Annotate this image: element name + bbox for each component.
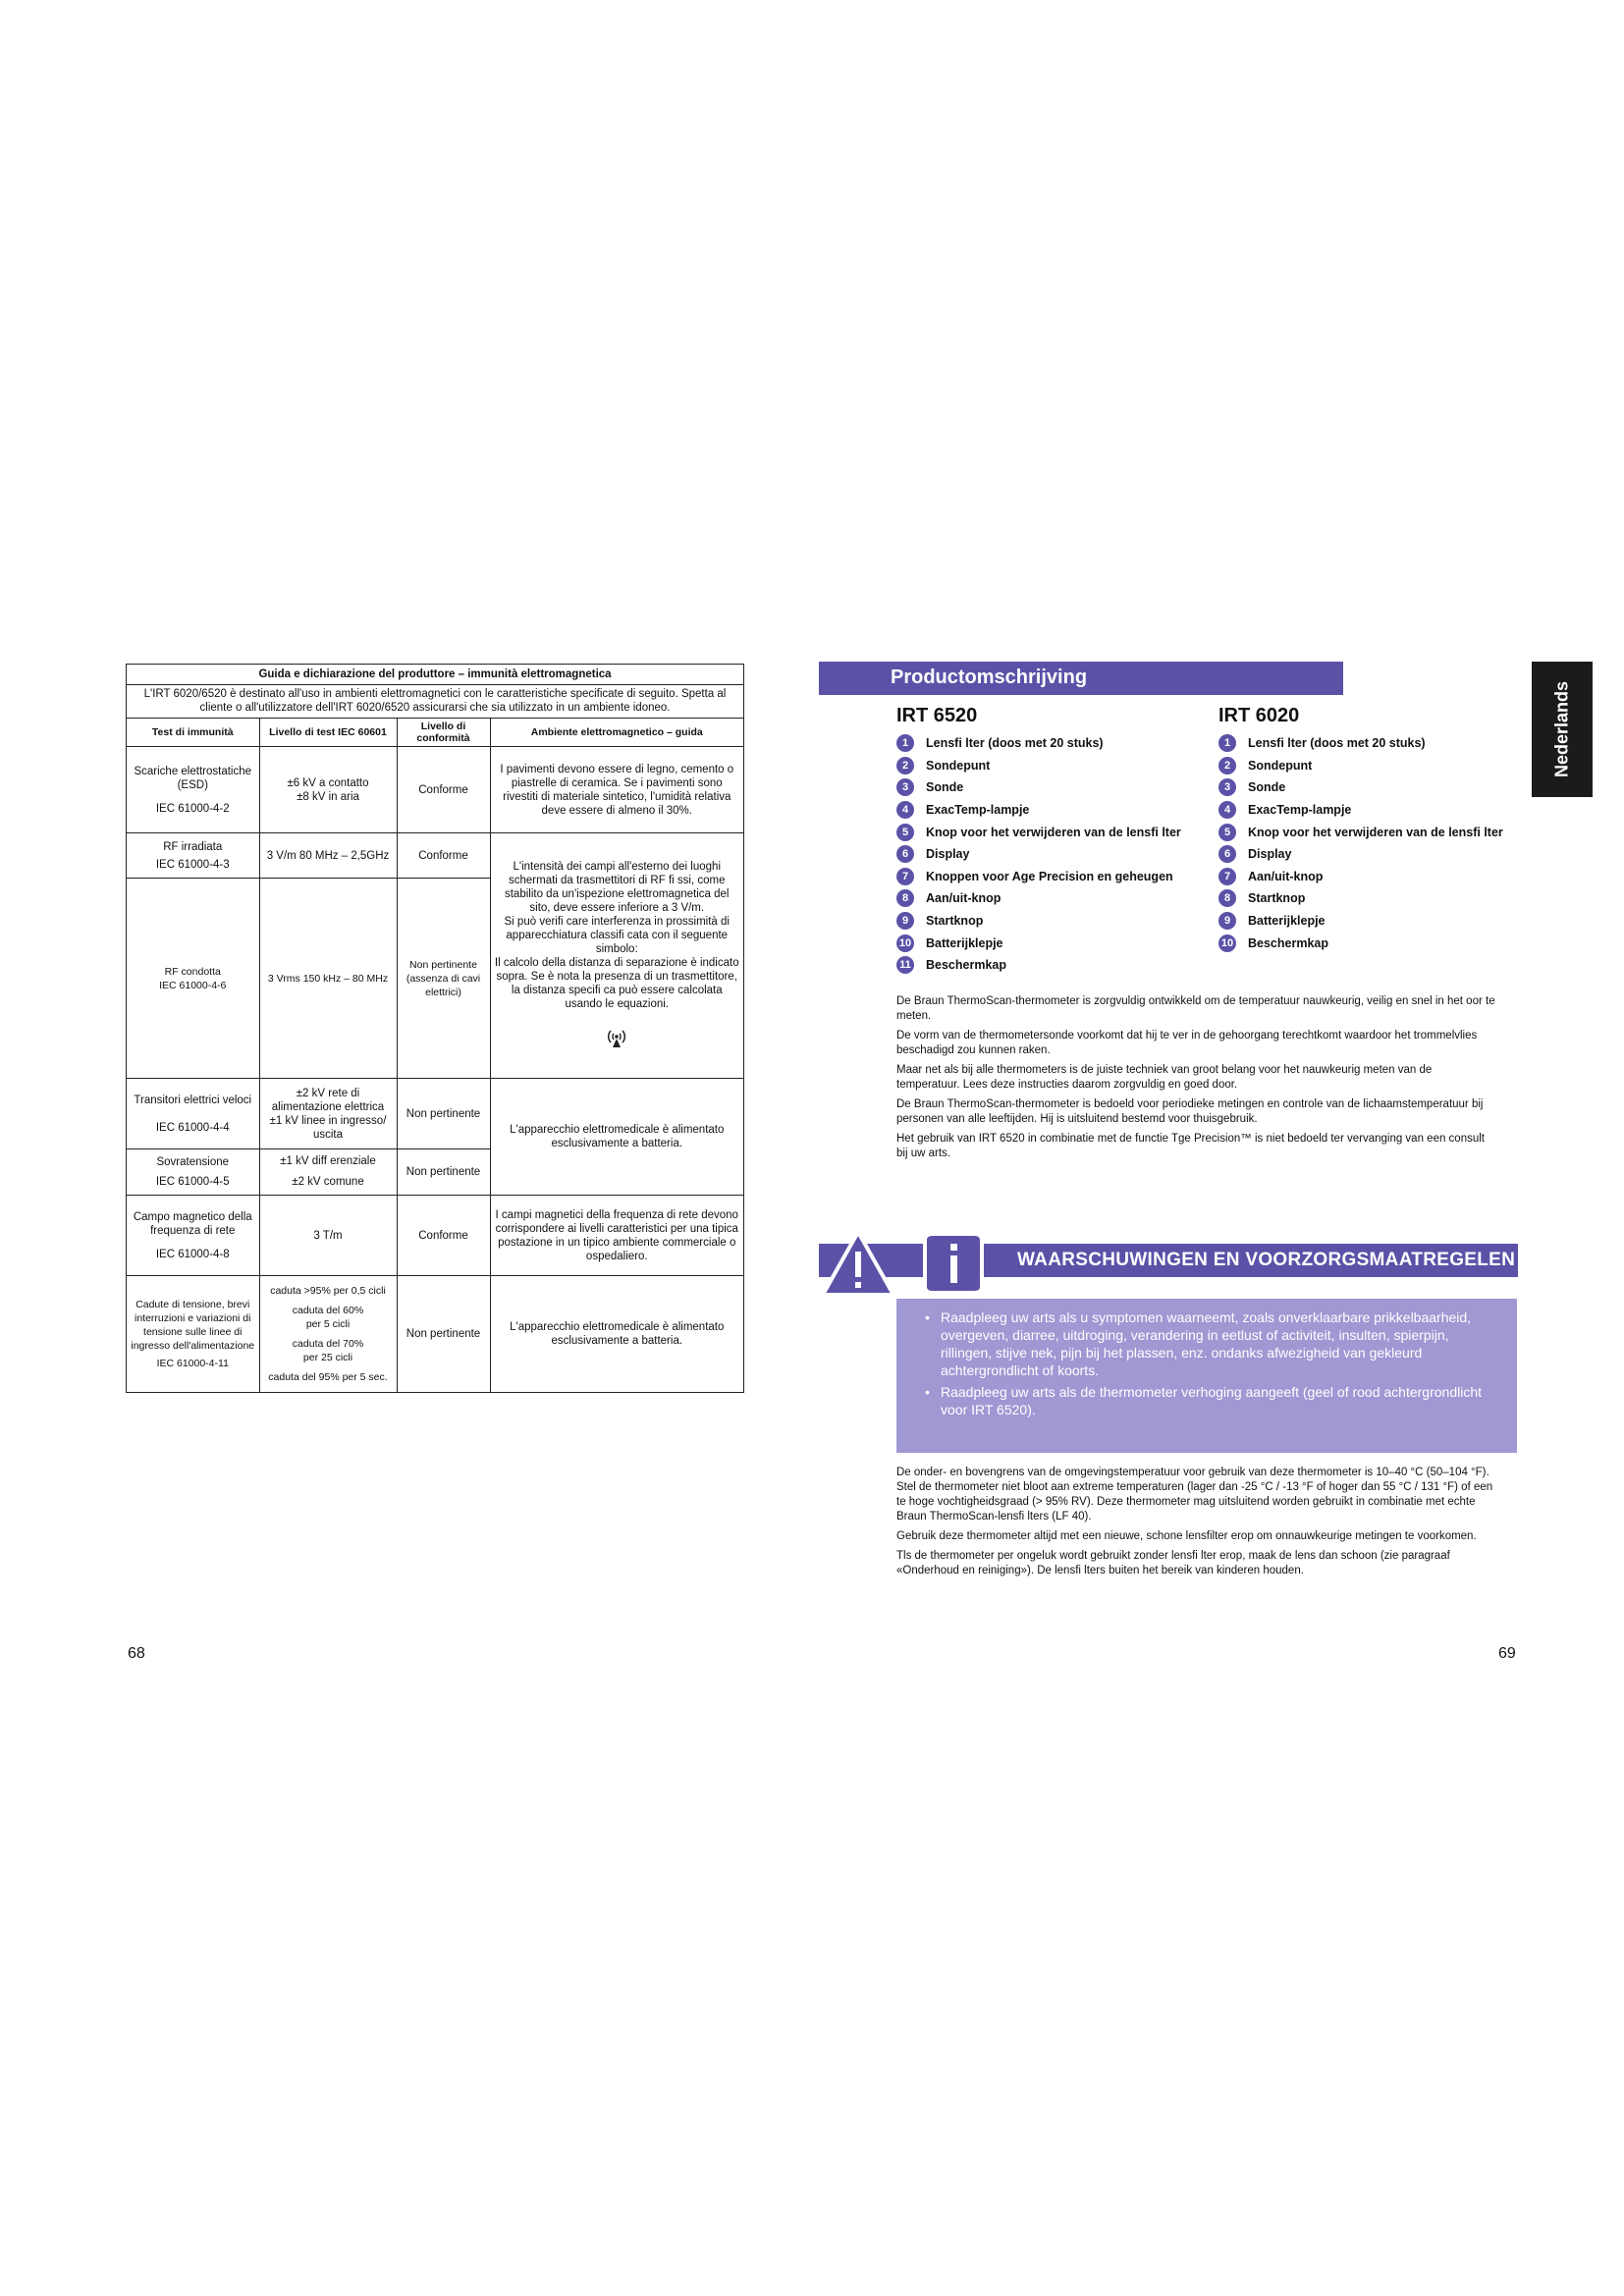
magnetic-compliance: Conforme	[397, 1196, 490, 1276]
list-item	[896, 887, 1220, 910]
warning-triangle-icon	[819, 1230, 915, 1304]
table-row	[127, 747, 259, 833]
section-title: Productomschrijving	[891, 667, 1088, 688]
surge-level: ±1 kV diff erenziale ±2 kV comune	[259, 1149, 397, 1196]
list-item	[896, 843, 1220, 866]
list-item-label: Sondepunt	[1248, 758, 1313, 773]
list-item	[1218, 755, 1543, 777]
list-item	[896, 866, 1220, 888]
language-tab-label: Nederlands	[1551, 680, 1572, 778]
number-badge: 9	[1218, 912, 1236, 930]
list-item	[1218, 821, 1543, 843]
warning-box	[896, 1299, 1517, 1453]
esd-level: ±6 kV a contatto ±8 kV in aria	[259, 747, 397, 833]
dips-guide: L'apparecchio elettromedicale è alimentato esclusivamente a batteria.	[490, 1276, 743, 1392]
rf-rad-test: RF irradiata	[163, 840, 223, 853]
number-badge: 5	[1218, 824, 1236, 841]
irt6020-column	[1218, 705, 1543, 954]
dips-level-2: caduta del 60% per 5 cicli	[292, 1304, 364, 1330]
number-badge: 11	[896, 956, 914, 974]
transients-compliance: Non pertinente	[397, 1079, 490, 1149]
table-row	[127, 1079, 259, 1149]
list-item	[896, 799, 1220, 822]
rf-guide-text: L'intensità dei campi all'esterno dei luoghi schermati da trasmettitori di RF fi ssi, come stabilito da un'ispezione elettromagnetica del sito, deve essere inferiore a 3 V/m. Si può verifi care interferenza in prossimità di apparecchiatura classifi cata con il seguente simbolo: Il calcolo della distanza di separazione è indicato sopra. Se è nota la presenza di un trasmettitore, la distanza specifi ca può essere calcolata usando le equazioni.	[494, 860, 739, 1010]
list-item-label: Aan/uit-knop	[926, 891, 1001, 906]
dips-compliance: Non pertinente	[397, 1276, 490, 1392]
note-paragraph: Tls de thermometer per ongeluk wordt gebruikt zonder lensfi lter erop, maak de lens dan schoon (zie paragraaf «Onderhoud en reiniging»). De lensfi lters buiten het bereik van kinderen houden.	[896, 1550, 1450, 1576]
list-item	[896, 732, 1220, 755]
emc-immunity-table	[126, 664, 744, 1393]
warning-title: WAARSCHUWINGEN EN VOORZORGSMAATREGELEN	[1017, 1250, 1516, 1270]
description-paragraph: De vorm van de thermometersonde voorkomt dat hij te ver in de gehoorgang terechtkomt waardoor het trommelvlies beschadigd zou kunnen raken.	[896, 1030, 1478, 1056]
surge-compliance: Non pertinente	[397, 1149, 490, 1196]
list-item-label: Sonde	[1248, 780, 1286, 795]
rf-transmitter-symbol-icon	[494, 1013, 741, 1052]
table-row	[127, 879, 259, 1079]
dips-level-4: caduta del 95% per 5 sec.	[268, 1370, 388, 1383]
dips-level-3: caduta del 70% per 25 cicli	[292, 1337, 364, 1363]
header-level: Livello di test IEC 60601	[259, 719, 397, 747]
rf-cond-test: RF condotta	[164, 965, 221, 978]
esd-guide: I pavimenti devono essere di legno, cemento o piastrelle di ceramica. Se i pavimenti sono rivestiti di materiale sintetico, l'umidità relativa deve essere di almeno il 30%.	[490, 747, 743, 833]
list-item-label: Knop voor het verwijderen van de lensfi lter	[926, 825, 1181, 839]
table-row	[127, 1196, 259, 1276]
dips-code: IEC 61000-4-11	[156, 1357, 229, 1369]
transients-guide: L'apparecchio elettromedicale è alimentato esclusivamente a batteria.	[490, 1079, 743, 1196]
warning-bullet: • Raadpleeg uw arts als de thermometer verhoging aangeeft (geel of rood achtergrondlicht voor IRT 6520).	[911, 1383, 1501, 1418]
number-badge: 1	[1218, 734, 1236, 752]
list-item-label: Knop voor het verwijderen van de lensfi lter	[1248, 825, 1503, 839]
number-badge: 10	[1218, 934, 1236, 952]
page-number-right: 69	[1498, 1645, 1516, 1662]
page-number-left: 68	[128, 1645, 145, 1662]
number-badge: 10	[896, 934, 914, 952]
list-item-label: Startknop	[1248, 891, 1306, 906]
list-item	[1218, 866, 1543, 888]
table-intro: L'IRT 6020/6520 è destinato all'uso in ambienti elettromagnetici con le caratteristiche specificate di seguito. Spetta al cliente o all'utilizzatore dell'IRT 6020/6520 assicurarsi che sia utilizzato in un ambiente idoneo.	[127, 685, 743, 719]
number-badge: 8	[1218, 889, 1236, 907]
list-item-label: Display	[926, 847, 970, 862]
number-badge: 6	[1218, 845, 1236, 863]
list-item	[1218, 732, 1543, 755]
list-item	[1218, 776, 1543, 799]
list-item	[1218, 887, 1543, 910]
rf-rad-level: 3 V/m 80 MHz – 2,5GHz	[259, 833, 397, 879]
list-item-label: Lensfi lter (doos met 20 stuks)	[1248, 736, 1426, 751]
number-badge: 2	[1218, 757, 1236, 774]
number-badge: 7	[896, 868, 914, 885]
note-paragraph: Gebruik deze thermometer altijd met een nieuwe, schone lensfilter erop om onnauwkeurige metingen te voorkomen.	[896, 1530, 1477, 1542]
list-item	[896, 932, 1220, 954]
list-item-label: Lensfi lter (doos met 20 stuks)	[926, 736, 1104, 751]
description-paragraph: Het gebruik van IRT 6520 in combinatie met de functie Tge Precision™ is niet bedoeld ter vervanging van een consult bij uw arts.	[896, 1133, 1485, 1159]
transients-level: ±2 kV rete di alimentazione elettrica ±1 kV linee in ingresso/ uscita	[259, 1079, 397, 1149]
list-item	[896, 910, 1220, 933]
rf-rad-compliance: Conforme	[397, 833, 490, 879]
irt6520-parts-list	[896, 732, 1220, 977]
dips-level-1: caduta >95% per 0,5 cicli	[270, 1284, 386, 1297]
irt6520-title: IRT 6520	[896, 705, 978, 726]
rf-rad-code: IEC 61000-4-3	[155, 858, 230, 871]
list-item	[896, 776, 1220, 799]
irt6020-parts-list	[1218, 732, 1543, 954]
note-paragraph: De onder- en bovengrens van de omgevingstemperatuur voor gebruik van deze thermometer is 10–40 °C (50–104 °F). Stel de thermometer niet bloot aan extreme temperaturen (lager dan -25 °C / -13 °F of hoger dan 55 °C / 131 °F) of een te hoge vochtigheidsgraad (> 95% RV). Deze thermometer mag uitsluitend worden gebruikt in combinatie met echte Braun ThermoScan-lensfi lters (LF 40).	[896, 1467, 1493, 1522]
surge-code: IEC 61000-4-5	[155, 1176, 230, 1188]
list-item-label: Beschermkap	[926, 958, 1006, 973]
list-item	[896, 755, 1220, 777]
number-badge: 3	[1218, 778, 1236, 796]
header-guide: Ambiente elettromagnetico – guida	[490, 719, 743, 747]
number-badge: 3	[896, 778, 914, 796]
section-title-bar	[819, 662, 1343, 695]
list-item	[1218, 910, 1543, 933]
number-badge: 7	[1218, 868, 1236, 885]
warning-bullet: • Raadpleeg uw arts als u symptomen waarneemt, zoals onverklaarbare prikkelbaarheid, overgeven, diarree, uitdroging, verandering in eetlust of activiteit, insulten, spierpijn, rillingen, stijve nek, pijn bij het plassen, enz. ondanks afwezigheid van gekleurd achtergrondlicht of koorts.	[911, 1308, 1501, 1379]
list-item-label: Batterijklepje	[926, 935, 1003, 950]
header-compliance: Livello di conformità	[397, 719, 490, 747]
number-badge: 6	[896, 845, 914, 863]
number-badge: 8	[896, 889, 914, 907]
list-item	[1218, 843, 1543, 866]
description-paragraph: Maar net als bij alle thermometers is de juiste techniek van groot belang voor het nauwkeurig meten van de temperatuur. Lees deze instructies daarom zorgvuldig en goed door.	[896, 1064, 1433, 1091]
transients-code: IEC 61000-4-4	[155, 1121, 230, 1134]
list-item-label: ExacTemp-lampje	[1248, 803, 1352, 818]
magnetic-level: 3 T/m	[259, 1196, 397, 1276]
list-item	[1218, 932, 1543, 954]
list-item-label: Aan/uit-knop	[1248, 869, 1324, 883]
usage-notes	[896, 1466, 1495, 1583]
dips-test: Cadute di tensione, brevi interruzioni e variazioni di tensione sulle linee di ingresso dell'alimentazione	[131, 1298, 255, 1352]
description-paragraph: De Braun ThermoScan-thermometer is bedoeld voor periodieke metingen en controle van de lichaamstemperatuur bij personen van alle leeftijden. Hij is uitsluitend bestemd voor thuisgebruik.	[896, 1098, 1484, 1125]
table-title: Guida e dichiarazione del produttore – immunità elettromagnetica	[127, 665, 743, 685]
table-row	[127, 833, 259, 879]
dips-level	[259, 1276, 397, 1392]
product-description	[896, 994, 1495, 1166]
list-item-label: Startknop	[926, 914, 984, 929]
irt6020-title: IRT 6020	[1218, 705, 1300, 726]
info-icon	[915, 1230, 994, 1304]
list-item	[896, 821, 1220, 843]
table-row	[127, 1149, 259, 1196]
magnetic-code: IEC 61000-4-8	[155, 1248, 230, 1260]
magnetic-guide: I campi magnetici della frequenza di rete devono corrispondere ai livelli caratteristici per una tipica postazione in un tipico ambiente commerciale o ospedaliero.	[490, 1196, 743, 1276]
number-badge: 2	[896, 757, 914, 774]
esd-code: IEC 61000-4-2	[155, 802, 230, 815]
number-badge: 5	[896, 824, 914, 841]
number-badge: 4	[1218, 801, 1236, 819]
description-paragraph: De Braun ThermoScan-thermometer is zorgvuldig ontwikkeld om de temperatuur nauwkeurig, veilig en snel in het oor te meten.	[896, 995, 1495, 1022]
list-item-label: Batterijklepje	[1248, 914, 1326, 929]
list-item	[896, 954, 1220, 977]
esd-test: Scariche elettrostatiche (ESD)	[134, 765, 252, 791]
number-badge: 9	[896, 912, 914, 930]
irt6520-column	[896, 705, 1220, 977]
list-item-label: Display	[1248, 847, 1292, 862]
warning-title-bar	[990, 1244, 1518, 1277]
transients-test: Transitori elettrici veloci	[134, 1094, 252, 1106]
list-item-label: ExacTemp-lampje	[926, 803, 1030, 818]
rf-cond-compliance: Non pertinente (assenza di cavi elettrici)	[397, 879, 490, 1079]
rf-guide	[490, 833, 743, 1079]
header-test: Test di immunità	[127, 719, 259, 747]
rf-cond-level: 3 Vrms 150 kHz – 80 MHz	[259, 879, 397, 1079]
list-item-label: Beschermkap	[1248, 935, 1328, 950]
list-item-label: Knoppen voor Age Precision en geheugen	[926, 869, 1173, 883]
number-badge: 1	[896, 734, 914, 752]
table-row	[127, 1276, 259, 1392]
list-item-label: Sondepunt	[926, 758, 991, 773]
rf-cond-code: IEC 61000-4-6	[159, 979, 227, 991]
esd-compliance: Conforme	[397, 747, 490, 833]
list-item-label: Sonde	[926, 780, 964, 795]
number-badge: 4	[896, 801, 914, 819]
surge-test: Sovratensione	[156, 1156, 230, 1168]
magnetic-test: Campo magnetico della frequenza di rete	[133, 1210, 252, 1237]
list-item	[1218, 799, 1543, 822]
